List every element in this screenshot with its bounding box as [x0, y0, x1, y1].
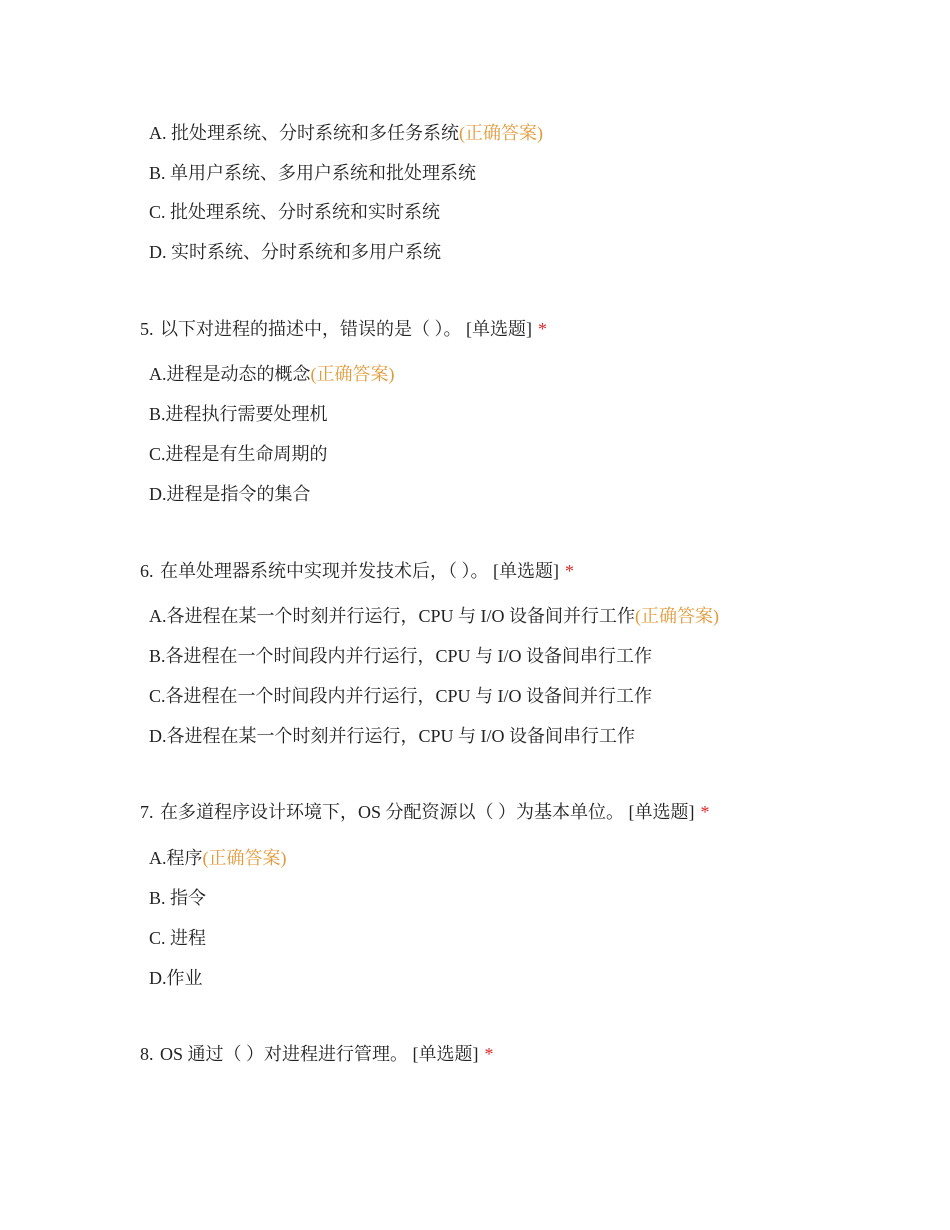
- question-number: 5.: [140, 319, 154, 339]
- q5-option-c: [149, 442, 328, 466]
- q4-option-c: [149, 200, 440, 224]
- q5-option-b: [149, 402, 328, 426]
- question-text: 在多道程序设计环境下，OS 分配资源以（ ）为基本单位。: [160, 802, 625, 822]
- q6-option-a: [149, 604, 719, 628]
- q7-option-d: [149, 966, 203, 990]
- required-mark: *: [484, 1044, 494, 1064]
- question-text: 以下对进程的描述中，错误的是（ ）。: [160, 319, 462, 339]
- correct-answer-label: (正确答案): [310, 364, 395, 384]
- question-text: 在单处理器系统中实现并发技术后，（ ）。: [160, 561, 489, 581]
- question-type-label: [单选题]: [493, 561, 559, 581]
- q4-option-a: [149, 121, 543, 145]
- q7-option-c: [149, 926, 206, 950]
- option-text: C.进程是有生命周期的: [149, 444, 328, 464]
- option-text: A.进程是动态的概念: [149, 364, 311, 384]
- question-number: 6.: [140, 561, 154, 581]
- question-number: 8.: [140, 1044, 154, 1064]
- q6-option-b: [149, 644, 652, 668]
- option-text: B. 单用户系统、多用户系统和批处理系统: [149, 163, 477, 183]
- option-text: A.程序: [149, 848, 203, 868]
- q6-option-c: [149, 684, 652, 708]
- question-type-label: [单选题]: [412, 1044, 479, 1064]
- q7-option-b: [149, 886, 206, 910]
- option-text: D.作业: [149, 968, 203, 988]
- question-type-label: [单选题]: [628, 802, 695, 822]
- required-mark: *: [538, 319, 547, 339]
- option-text: D. 实时系统、分时系统和多用户系统: [149, 242, 441, 262]
- option-text: C.各进程在一个时间段内并行运行，CPU 与 I/O 设备间并行工作: [149, 686, 653, 706]
- question-number: 7.: [140, 802, 154, 822]
- q6-option-d: [149, 724, 635, 748]
- option-text: B.各进程在一个时间段内并行运行，CPU 与 I/O 设备间串行工作: [149, 646, 653, 666]
- q4-option-d: [149, 240, 441, 264]
- option-text: B.进程执行需要处理机: [149, 404, 328, 424]
- option-text: D.各进程在某一个时刻并行运行，CPU 与 I/O 设备间串行工作: [149, 726, 636, 746]
- q7-option-a: [149, 846, 287, 870]
- question-type-label: [单选题]: [466, 319, 532, 339]
- correct-answer-label: (正确答案): [635, 606, 720, 626]
- q7-stem: [140, 800, 710, 824]
- q8-stem: [140, 1042, 494, 1066]
- option-text: A. 批处理系统、分时系统和多任务系统: [149, 123, 459, 143]
- option-text: B. 指令: [149, 888, 207, 908]
- option-text: A.各进程在某一个时刻并行运行，CPU 与 I/O 设备间并行工作: [149, 606, 636, 626]
- required-mark: *: [565, 561, 574, 581]
- q4-option-b: [149, 161, 476, 185]
- q5-option-a: [149, 362, 395, 386]
- q5-option-d: [149, 482, 311, 506]
- required-mark: *: [700, 802, 710, 822]
- correct-answer-label: (正确答案): [459, 123, 543, 143]
- option-text: D.进程是指令的集合: [149, 484, 311, 504]
- option-text: C. 进程: [149, 928, 207, 948]
- question-text: OS 通过（ ）对进程进行管理。: [160, 1044, 409, 1064]
- correct-answer-label: (正确答案): [202, 848, 287, 868]
- q6-stem: [140, 559, 574, 583]
- q5-stem: [140, 317, 547, 341]
- option-text: C. 批处理系统、分时系统和实时系统: [149, 202, 441, 222]
